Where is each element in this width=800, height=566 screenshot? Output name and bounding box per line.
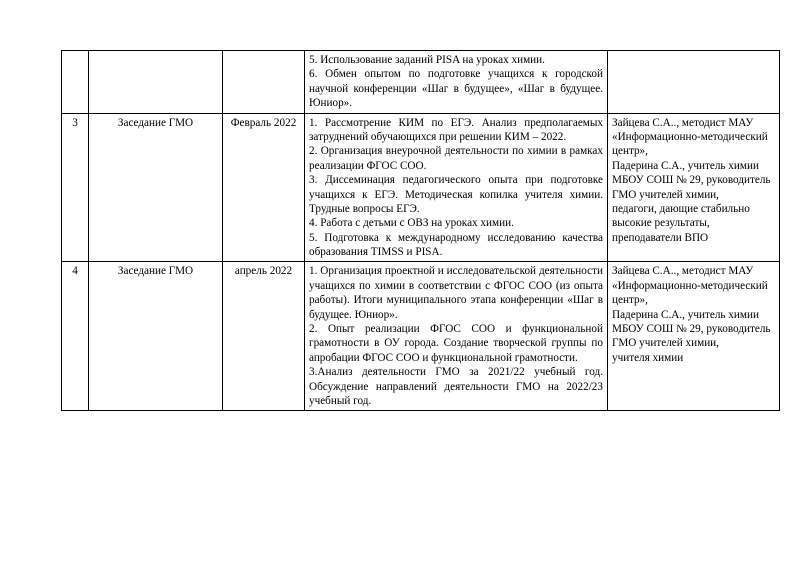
row-number-cell xyxy=(62,113,89,262)
responsible-line: МБОУ СОШ № 29, руководитель xyxy=(612,174,771,187)
row-date-cell xyxy=(223,113,305,262)
row-number-cell xyxy=(62,51,89,114)
content-item: 1. Рассмотрение КИМ по ЕГЭ. Анализ предполагаемых затруднений обучающихся при решении КИМ – 2022. xyxy=(309,116,603,143)
row-date-cell xyxy=(223,262,305,411)
responsible-line: ГМО учителей химии, xyxy=(612,188,719,201)
table-row xyxy=(62,113,780,262)
row-form-cell xyxy=(89,113,223,262)
row-content-cell xyxy=(305,262,608,411)
table-row xyxy=(62,262,780,411)
content-item: 4. Работа с детьми с ОВЗ на уроках химии. xyxy=(309,217,514,230)
responsible-line: центр», xyxy=(612,294,648,307)
row-form: Заседание ГМО xyxy=(117,265,194,278)
responsible-line: Падерина С.А., учитель химии xyxy=(612,308,759,321)
row-number: 4 xyxy=(72,265,78,278)
responsible-line: «Информационно-методический xyxy=(612,279,768,292)
row-date: апрель 2022 xyxy=(234,265,293,278)
row-number: 3 xyxy=(72,116,78,129)
responsible-line: Зайцева С.А.., методист МАУ xyxy=(612,116,754,129)
row-date: Февраль 2022 xyxy=(230,116,297,129)
content-item: 5. Подготовка к международному исследованию качества образования TIMSS и PISA. xyxy=(309,231,603,259)
row-responsible-cell xyxy=(608,113,780,262)
schedule-table xyxy=(61,50,780,411)
content-item: 6. Обмен опытом по подготовке учащихся к городской научной конференции «Шаг в будущее», «Шаг в будущее. Юниор». xyxy=(309,68,603,110)
row-content-cell xyxy=(305,113,608,262)
responsible-line: преподаватели ВПО xyxy=(612,231,709,244)
content-item: 3. Диссеминация педагогического опыта при подготовке учащихся к ЕГЭ. Методическая копилка учителя химии. Трудные вопросы ЕГЭ. xyxy=(309,174,603,215)
responsible-line: педагоги, дающие стабильно xyxy=(612,202,750,215)
responsible-line: учителя химии xyxy=(612,351,684,364)
row-responsible-cell xyxy=(608,262,780,411)
row-responsible-cell xyxy=(608,51,780,114)
responsible-line: высокие результаты, xyxy=(612,217,710,230)
content-item: 2. Опыт реализации ФГОС СОО и функциональной грамотности в ОУ города. Создание творческой группы по апробации ФГОС СОО и функциональной грамотности. xyxy=(309,323,603,364)
row-number-cell xyxy=(62,262,89,411)
responsible-line: центр», xyxy=(612,145,648,158)
responsible-line: ГМО учителей химии, xyxy=(612,337,719,350)
row-form-cell xyxy=(89,51,223,114)
content-item: 3.Анализ деятельности ГМО за 2021/22 учебный год. Обсуждение направлений деятельности ГМО на 2022/23 учебный год. xyxy=(309,366,603,407)
responsible-line: Падерина С.А., учитель химии xyxy=(612,159,759,172)
table-row xyxy=(62,51,780,114)
row-content-cell xyxy=(305,51,608,114)
table-body xyxy=(62,51,780,411)
row-date-cell xyxy=(223,51,305,114)
responsible-line: Зайцева С.А.., методист МАУ xyxy=(612,265,754,278)
content-item: 2. Организация внеурочной деятельности по химии в рамках реализации ФГОС СОО. xyxy=(309,145,603,172)
responsible-line: «Информационно-методический xyxy=(612,130,768,143)
content-item: 1. Организация проектной и исследовательской деятельности учащихся по химии в соответствии с ФГОС СОО (из опыта работы). Итоги муниципального этапа конференции «Шаг в будущее. Юниор». xyxy=(309,265,603,321)
row-form-cell xyxy=(89,262,223,411)
responsible-line: МБОУ СОШ № 29, руководитель xyxy=(612,323,771,336)
content-item: 5. Использование заданий PISA на уроках химии. xyxy=(309,54,545,66)
row-form: Заседание ГМО xyxy=(117,116,194,129)
